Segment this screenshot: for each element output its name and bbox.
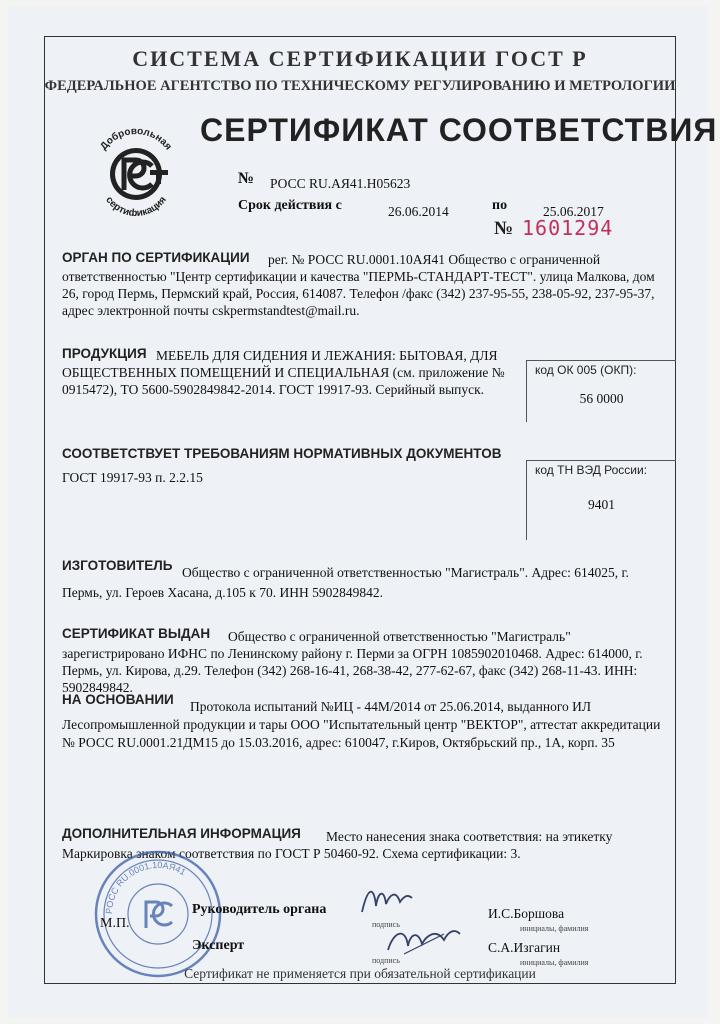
compliance-label: СООТВЕТСТВУЕТ ТРЕБОВАНИЯМ НОРМАТИВНЫХ ДОКУМЕНТОВ	[62, 446, 502, 461]
tnved-label: код ТН ВЭД России:	[535, 463, 648, 477]
tnved-code-box	[526, 460, 676, 540]
expert-name: С.А.Изгагин	[488, 940, 561, 955]
head-label: Руководитель органа	[192, 902, 327, 917]
logo-top-text: Добровольная	[98, 126, 174, 153]
issued-label: СЕРТИФИКАТ ВЫДАН	[62, 626, 211, 641]
expert-name-caption: инициалы, фамилия	[520, 958, 589, 967]
head-signature	[356, 882, 416, 918]
certificate-title: СЕРТИФИКАТ СООТВЕТСТВИЯ	[200, 112, 718, 148]
certificate-number: РОСС RU.АЯ41.Н05623	[270, 176, 411, 191]
tnved-value: 9401	[588, 497, 615, 512]
number-label: №	[238, 170, 255, 187]
expert-signature-caption: подпись	[372, 956, 400, 965]
valid-to-label: по	[492, 198, 508, 213]
valid-to: 25.06.2017	[543, 204, 604, 219]
okp-label: код ОК 005 (ОКП):	[535, 363, 637, 377]
agency-name: ФЕДЕРАЛЬНОЕ АГЕНТСТВО ПО ТЕХНИЧЕСКОМУ РЕГУЛИРОВАНИЮ И МЕТРОЛОГИИ	[44, 78, 676, 94]
issued-text: Общество с ограниченной ответственностью "Магистраль" зарегистрировано ИФНС по Ленинскому району г. Перми за ОГРН 1085902010468. Адрес: 614000, г. Пермь, ул. Кирова, д.29. Телефон (342) 268-16-41, 268-38-42, 277-62-67, факс (342) 268-11-43. ИНН: 5902849842.	[62, 629, 643, 695]
additional-label: ДОПОЛНИТЕЛЬНАЯ ИНФОРМАЦИЯ	[62, 826, 301, 841]
rst-logo	[88, 126, 184, 216]
mp-label: М.П.	[100, 916, 130, 931]
manufacturer-text: Общество с ограниченной ответственностью "Магистраль". Адрес: 614025, г. Пермь, ул. Героев Хасана, д.105 к 70. ИНН 5902849842.	[62, 565, 629, 600]
head-signature-caption: подпись	[372, 920, 400, 929]
product-text: МЕБЕЛЬ ДЛЯ СИДЕНИЯ И ЛЕЖАНИЯ: БЫТОВАЯ, ДЛЯ ОБЩЕСТВЕННЫХ ПОМЕЩЕНИЙ И СПЕЦИАЛЬНАЯ (см. приложение № 0915472), ТО 5600-5902849842-2014. ГОСТ 19917-93. Серийный выпуск.	[62, 348, 505, 397]
stamp-text: РОСС RU.0001.10АЯ41	[103, 859, 188, 915]
organ-text: рег. № РОСС RU.0001.10АЯ41 Общество с ограниченной ответственностью "Центр сертификации и качества "ПЕРМЬ-СТАНДАРТ-ТЕСТ". улица Малкова, дом 26, город Пермь, Пермский край, Россия, 614087. Телефон /факс (342) 237-95-55, 238-05-92, 237-95-37, адрес электронной почты cskpermstandtest@mail.ru.	[62, 252, 655, 318]
organ-label: ОРГАН ПО СЕРТИФИКАЦИИ	[62, 250, 250, 265]
serial-number: 1601294	[522, 216, 614, 240]
product-label: ПРОДУКЦИЯ	[62, 346, 147, 361]
expert-label: Эксперт	[192, 938, 245, 953]
head-name: И.С.Боршова	[488, 906, 565, 921]
compliance-text: ГОСТ 19917-93 п. 2.2.15	[62, 470, 203, 485]
manufacturer-label: ИЗГОТОВИТЕЛЬ	[62, 558, 173, 573]
serial-label: №	[494, 218, 514, 239]
head-name-caption: инициалы, фамилия	[520, 924, 589, 933]
validity-label: Срок действия с	[238, 198, 342, 213]
logo-bottom-text: сертификация	[103, 194, 169, 216]
okp-code-box	[526, 360, 676, 422]
valid-from: 26.06.2014	[388, 204, 449, 219]
additional-text: Место нанесения знака соответствия: на этикетку Маркировка знаком соответствия по ГОСТ Р 50460-92. Схема сертификации: 3.	[62, 829, 613, 861]
system-title: СИСТЕМА СЕРТИФИКАЦИИ ГОСТ Р	[132, 46, 588, 71]
expert-signature	[384, 920, 464, 960]
okp-value: 56 0000	[579, 391, 624, 406]
basis-text: Протокола испытаний №ИЦ - 44М/2014 от 25.06.2014, выданного ИЛ Лесопромышленной продукции и тары ООО "Испытательный центр "ВЕКТОР", аттестат аккредитации № РОСС RU.0001.21ДМ15 до 15.03.2016, адрес: 610047, г.Киров, Октябрьский пр., 1А, корп. 35	[62, 699, 661, 750]
footer-note: Сертификат не применяется при обязательной сертификации	[184, 966, 536, 981]
basis-label: НА ОСНОВАНИИ	[62, 692, 174, 707]
